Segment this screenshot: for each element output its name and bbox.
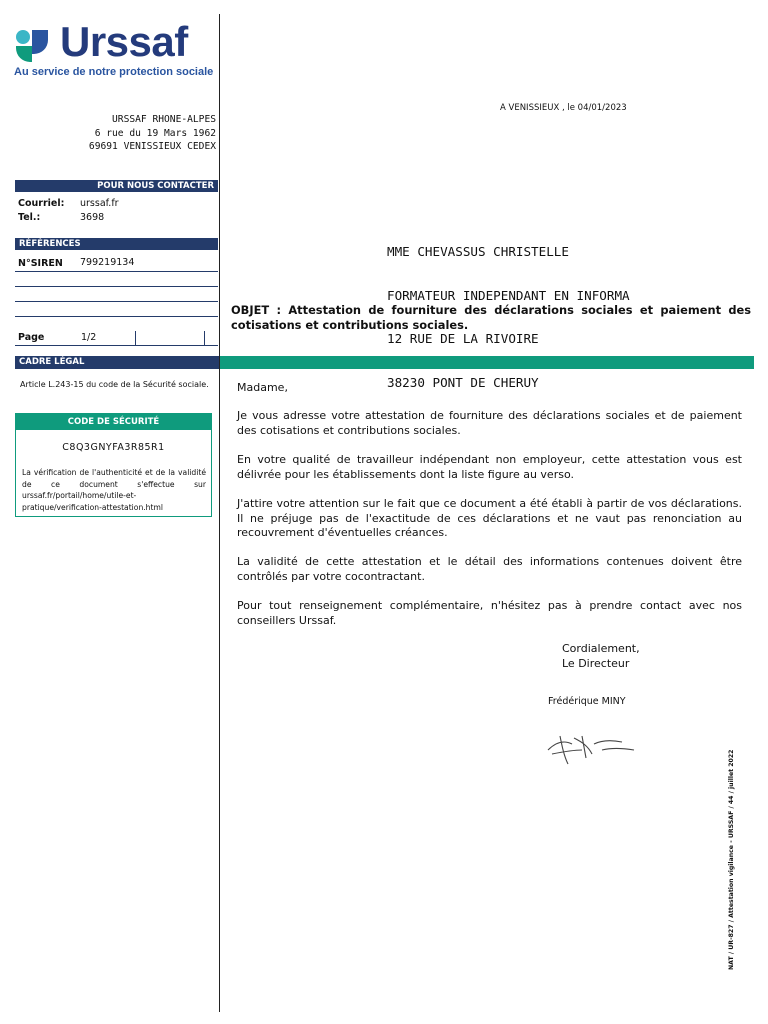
page-label: Page bbox=[18, 332, 45, 343]
divider-line bbox=[15, 271, 218, 272]
tel-label: Tel.: bbox=[18, 212, 41, 223]
paragraph-2: En votre qualité de travailleur indépendant non employeur, cette attestation vous est délivrée pour les établissements dont la liste figure au verso. bbox=[237, 453, 742, 481]
divider-line bbox=[15, 316, 218, 317]
vertical-divider bbox=[219, 14, 220, 1012]
security-note: La vérification de l'authenticité et de la validité de ce document s'effectue sur urssaf.fr/portail/home/utile-et-pratique/verification-attestation.html bbox=[22, 468, 206, 512]
logo-wordmark: Urssaf bbox=[60, 18, 188, 65]
paragraph-3: J'attire votre attention sur le fait que ce document a été établi à partir de vos déclarations. Il ne préjuge pas de l'exactitude de ces déclarations et ne vaut pas renonciation au recouvrement d'éventuelles créances. bbox=[237, 497, 742, 540]
signer-name: Frédérique MINY bbox=[548, 696, 626, 707]
salutation: Madame, bbox=[237, 381, 288, 394]
siren-value: 799219134 bbox=[80, 257, 135, 268]
letter-subject: OBJET : Attestation de fourniture des déclarations sociales et paiement des cotisations et contributions sociales. bbox=[231, 303, 751, 332]
signer-title: Le Directeur bbox=[562, 657, 630, 670]
signature-icon bbox=[542, 728, 642, 768]
courriel-value: urssaf.fr bbox=[80, 198, 119, 209]
references-header: RÉFÉRENCES bbox=[15, 238, 218, 250]
letter-date: A VENISSIEUX , le 04/01/2023 bbox=[500, 103, 627, 113]
logo-tagline: Au service de notre protection sociale bbox=[14, 66, 214, 78]
security-code-box bbox=[15, 413, 212, 517]
divider-line bbox=[15, 301, 218, 302]
security-code-header: CODE DE SÉCURITÉ bbox=[16, 414, 211, 430]
courriel-label: Courriel: bbox=[18, 198, 65, 209]
page-row bbox=[15, 331, 218, 346]
contact-header: POUR NOUS CONTACTER bbox=[15, 180, 218, 192]
closing: Cordialement, bbox=[562, 642, 640, 655]
paragraph-1: Je vous adresse votre attestation de fourniture des déclarations sociales et de paiement des cotisations et contributions sociales. bbox=[237, 409, 742, 437]
paragraph-5: Pour tout renseignement complémentaire, n'hésitez pas à prendre contact avec nos conseillers Urssaf. bbox=[237, 599, 742, 627]
footer-reference: NAT / UR-827 / Attestation vigilance - URSSAF / 44 / juillet 2022 bbox=[728, 749, 735, 970]
siren-label: N°SIREN bbox=[18, 258, 63, 269]
page-value: 1/2 bbox=[81, 332, 97, 343]
sender-address: URSSAF RHONE-ALPES 6 rue du 19 Mars 1962 69691 VENISSIEUX CEDEX bbox=[88, 114, 216, 152]
green-band bbox=[220, 356, 754, 369]
legal-article: Article L.243-15 du code de la Sécurité sociale. bbox=[20, 380, 209, 389]
divider-line bbox=[15, 286, 218, 287]
paragraph-4: La validité de cette attestation et le détail des informations contenues doivent être contrôlés par votre cocontractant. bbox=[237, 555, 742, 583]
cadre-legal-header: CADRE LÉGAL bbox=[15, 356, 219, 369]
tel-value: 3698 bbox=[80, 212, 105, 223]
urssaf-logo-icon bbox=[14, 28, 50, 64]
security-code: C8Q3GNYFA3R85R1 bbox=[62, 442, 165, 453]
recipient-address: MME CHEVASSUS CHRISTELLE FORMATEUR INDEPENDANT EN INFORMA 12 RUE DE LA RIVOIRE 38230 PONT DE CHERUY bbox=[387, 244, 630, 390]
